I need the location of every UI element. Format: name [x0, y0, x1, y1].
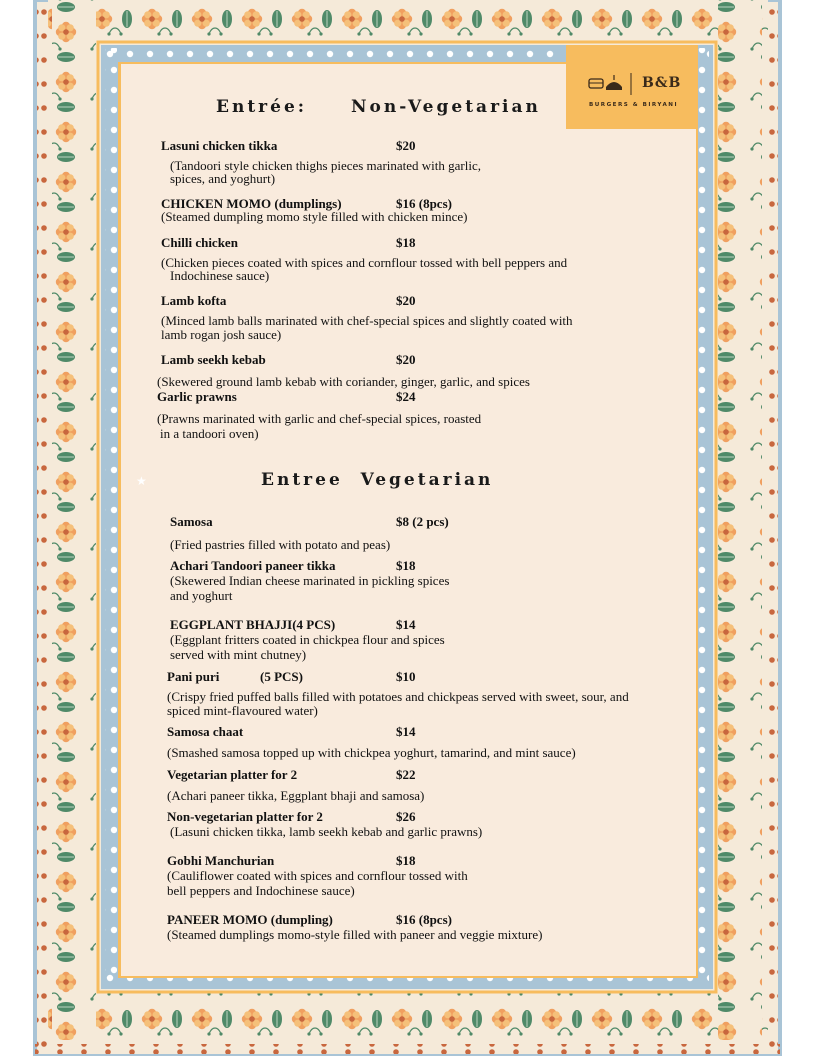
menu-item-name: Lamb seekh kebab [161, 352, 266, 367]
menu-item-desc: and yoghurt [170, 588, 233, 603]
menu-item-price: $10 [396, 669, 416, 684]
menu-item-desc: in a tandoori oven) [160, 426, 259, 441]
menu-item-name: PANEER MOMO (dumpling) [167, 912, 333, 927]
menu-item-desc: (Skewered ground lamb kebab with coriander, ginger, garlic, and spices [157, 374, 530, 389]
menu-item-desc: lamb rogan josh sauce) [161, 327, 282, 342]
menu-item-price: $20 [396, 352, 416, 367]
menu-item-price: $26 [396, 809, 416, 824]
menu-item-desc: spiced mint-flavoured water) [167, 703, 318, 718]
menu-item-desc: Indochinese sauce) [170, 268, 270, 283]
menu-item-desc: (Smashed samosa topped up with chickpea yoghurt, tamarind, and mint sauce) [167, 745, 576, 760]
menu-item-name: CHICKEN MOMO (dumplings) [161, 196, 342, 211]
menu-item-price: $14 [396, 724, 416, 739]
logo-text: B&B [642, 75, 682, 91]
menu-item-price: $22 [396, 767, 416, 782]
menu-item-price: $18 [396, 235, 416, 250]
section-title-nonveg-a: Entrée: [216, 97, 308, 117]
menu-item-price: $16 (8pcs) [396, 196, 452, 211]
menu-item-name: Gobhi Manchurian [167, 853, 275, 868]
menu-item-name: Lasuni chicken tikka [161, 138, 278, 153]
menu-item-desc: (Minced lamb balls marinated with chef-special spices and slightly coated with [161, 313, 573, 328]
menu-item-desc: bell peppers and Indochinese sauce) [167, 883, 355, 898]
logo-subtitle: BURGERS & BIRYANI [588, 102, 679, 108]
menu-item-name: Garlic prawns [157, 389, 237, 404]
section-title-veg: Entree Vegetarian [261, 470, 494, 490]
menu-item-desc: (Chicken pieces coated with spices and cornflour tossed with bell peppers and [161, 255, 568, 270]
menu-item-desc: (Skewered Indian cheese marinated in pickling spices [170, 573, 450, 588]
menu-item-desc: spices, and yoghurt) [170, 171, 276, 186]
menu-item-price: $18 [396, 558, 416, 573]
menu-item-name: Chilli chicken [161, 235, 238, 250]
menu-item-desc: (Steamed dumplings momo-style filled with paneer and veggie mixture) [167, 927, 543, 942]
menu-item-desc: (Tandoori style chicken thighs pieces marinated with garlic, [170, 158, 481, 173]
menu-item-desc: served with mint chutney) [170, 647, 307, 662]
menu-item-name: EGGPLANT BHAJJI(4 PCS) [170, 617, 336, 632]
menu-item-desc: (Prawns marinated with garlic and chef-special spices, roasted [157, 411, 482, 426]
menu-item-desc: (Lasuni chicken tikka, lamb seekh kebab and garlic prawns) [170, 824, 483, 839]
menu-item-price: $20 [396, 138, 416, 153]
star-icon: ★ [136, 474, 147, 488]
menu-item-desc: (Cauliflower coated with spices and cornflour tossed with [167, 868, 468, 883]
menu-item-price: $16 (8pcs) [396, 912, 452, 927]
menu-item-name: Samosa chaat [167, 724, 244, 739]
menu-item-qty: (5 PCS) [260, 669, 303, 684]
menu-item-name: Lamb kofta [161, 293, 227, 308]
menu-item-price: $8 (2 pcs) [396, 514, 449, 529]
section-title-nonveg-b: Non-Vegetarian [351, 97, 541, 117]
menu-item-price: $14 [396, 617, 416, 632]
menu-item-price: $24 [396, 389, 416, 404]
menu-item-name: Non-vegetarian platter for 2 [167, 809, 323, 824]
menu-item-desc: (Steamed dumpling momo style filled with chicken mince) [161, 209, 468, 224]
menu-item-desc: (Eggplant fritters coated in chickpea flour and spices [170, 632, 445, 647]
menu-item-desc: (Crispy fried puffed balls filled with potatoes and chickpeas served with sweet, sour, and [167, 689, 629, 704]
menu-item-name: Vegetarian platter for 2 [167, 767, 298, 782]
menu-item-desc: (Achari paneer tikka, Eggplant bhaji and samosa) [167, 788, 425, 803]
menu-item-price: $18 [396, 853, 416, 868]
menu-item-name: Samosa [170, 514, 213, 529]
menu-item-name: Pani puri [167, 669, 220, 684]
menu-item-name: Achari Tandoori paneer tikka [170, 558, 336, 573]
brand-logo [566, 45, 698, 129]
logo-icon [588, 73, 634, 95]
menu-item-price: $20 [396, 293, 416, 308]
menu-item-desc: (Fried pastries filled with potato and peas) [170, 537, 391, 552]
